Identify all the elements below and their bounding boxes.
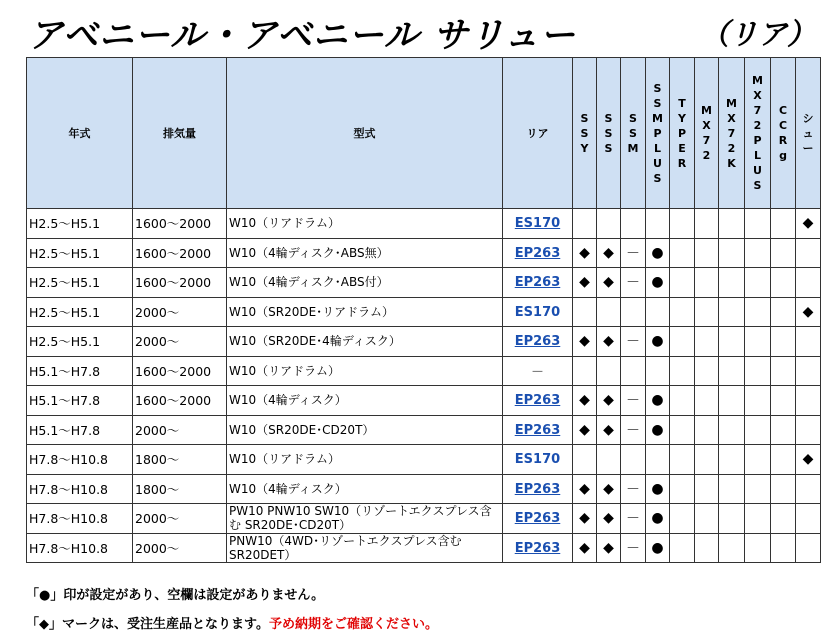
table-row [27, 327, 821, 357]
grade-mark-cell [719, 445, 745, 475]
grade-mark-cell: － [621, 327, 646, 357]
grade-mark-cell [646, 297, 670, 327]
col-header-grade: SSM PLUS [646, 58, 670, 209]
grade-mark-cell: ◆ [573, 327, 597, 357]
grade-mark-cell: － [621, 533, 646, 563]
table-row [27, 415, 821, 445]
grade-mark-cell: ◆ [597, 533, 621, 563]
year-cell: H2.5～H5.1 [27, 238, 133, 268]
table-row [27, 386, 821, 416]
grade-mark-cell: ● [646, 327, 670, 357]
col-header-grade: シュー [796, 58, 821, 209]
displacement-cell: 2000～ [133, 533, 227, 563]
part-number-link[interactable]: ES170 [514, 216, 561, 232]
displacement-cell: 1600～2000 [133, 209, 227, 239]
grade-mark-cell: － [621, 386, 646, 416]
grade-mark-cell [796, 474, 821, 504]
grade-mark-cell [719, 504, 745, 534]
col-header-model: 型式 [227, 58, 503, 209]
grade-mark-cell [573, 209, 597, 239]
grade-mark-cell [796, 268, 821, 298]
col-header-grade: MX72PLUS [745, 58, 771, 209]
model-cell: W10（リアドラム） [227, 356, 503, 386]
table-row [27, 504, 821, 534]
grade-mark-cell [796, 504, 821, 534]
grade-mark-cell [573, 356, 597, 386]
grade-mark-cell [796, 415, 821, 445]
displacement-cell: 1800～ [133, 474, 227, 504]
grade-mark-cell: ◆ [573, 504, 597, 534]
rear-part-cell [503, 297, 573, 327]
grade-mark-cell [719, 238, 745, 268]
grade-mark-cell: ● [646, 533, 670, 563]
grade-mark-cell: － [621, 268, 646, 298]
table-header-row [27, 58, 821, 209]
grade-mark-cell [695, 504, 719, 534]
part-number-link[interactable]: EP263 [514, 275, 561, 291]
legend-note-diamond-text: 「◆」マークは、受注生産品となります。 [26, 617, 269, 632]
grade-mark-cell [646, 209, 670, 239]
rear-part-cell[interactable] [503, 386, 573, 416]
grade-mark-cell [771, 356, 796, 386]
grade-mark-cell [621, 297, 646, 327]
displacement-cell: 1600～2000 [133, 386, 227, 416]
grade-mark-cell: － [621, 504, 646, 534]
legend-note-circle: 「●」印が設定があり、空欄は設定がありません。 [26, 588, 325, 603]
grade-mark-cell [796, 356, 821, 386]
model-cell: W10（SR20DE･4輪ディスク） [227, 327, 503, 357]
part-number-link[interactable]: EP263 [514, 393, 561, 409]
grade-mark-cell [670, 268, 695, 298]
grade-mark-cell: ◆ [597, 504, 621, 534]
grade-mark-cell [670, 474, 695, 504]
grade-mark-cell [597, 209, 621, 239]
part-number-text: ES170 [514, 452, 561, 468]
grade-mark-cell: ◆ [796, 445, 821, 475]
grade-mark-cell [646, 356, 670, 386]
grade-mark-cell [745, 474, 771, 504]
table-row [27, 533, 821, 563]
displacement-cell: 2000～ [133, 297, 227, 327]
rear-part-cell[interactable] [503, 238, 573, 268]
year-cell: H2.5～H5.1 [27, 327, 133, 357]
year-cell: H7.8～H10.8 [27, 533, 133, 563]
grade-mark-cell [670, 297, 695, 327]
part-number-link[interactable]: EP263 [514, 511, 561, 527]
grade-mark-cell [745, 504, 771, 534]
grade-mark-cell [771, 445, 796, 475]
rear-part-cell[interactable] [503, 533, 573, 563]
grade-mark-cell [745, 356, 771, 386]
page-subtitle: （リア） [700, 17, 817, 51]
year-cell: H2.5～H5.1 [27, 268, 133, 298]
grade-mark-cell: ● [646, 268, 670, 298]
grade-mark-cell: ◆ [573, 268, 597, 298]
grade-mark-cell [670, 415, 695, 445]
grade-mark-cell: ● [646, 504, 670, 534]
col-header-grade: SSM [621, 58, 646, 209]
grade-mark-cell: ● [646, 474, 670, 504]
grade-mark-cell: ◆ [573, 474, 597, 504]
compatibility-table [26, 57, 821, 563]
col-header-grade: SSS [597, 58, 621, 209]
grade-mark-cell [670, 327, 695, 357]
model-cell: W10（リアドラム） [227, 445, 503, 475]
grade-mark-cell [670, 356, 695, 386]
grade-mark-cell: ◆ [573, 238, 597, 268]
model-cell: W10（4輪ディスク） [227, 474, 503, 504]
grade-mark-cell [771, 474, 796, 504]
legend-note-diamond [26, 613, 438, 632]
grade-mark-cell: － [621, 415, 646, 445]
year-cell: H7.8～H10.8 [27, 504, 133, 534]
part-number-text: － [530, 365, 544, 381]
grade-mark-cell [745, 268, 771, 298]
grade-mark-cell [745, 327, 771, 357]
year-cell: H5.1～H7.8 [27, 356, 133, 386]
grade-mark-cell: ● [646, 238, 670, 268]
grade-mark-cell [745, 415, 771, 445]
grade-mark-cell [771, 533, 796, 563]
grade-mark-cell [796, 533, 821, 563]
grade-mark-cell [695, 356, 719, 386]
table-row [27, 356, 821, 386]
grade-mark-cell [695, 386, 719, 416]
grade-mark-cell: ◆ [573, 415, 597, 445]
grade-mark-cell [695, 209, 719, 239]
table-row [27, 445, 821, 475]
grade-mark-cell [573, 297, 597, 327]
year-cell: H5.1～H7.8 [27, 386, 133, 416]
grade-mark-cell [597, 297, 621, 327]
grade-mark-cell [745, 386, 771, 416]
grade-mark-cell: ◆ [597, 268, 621, 298]
grade-mark-cell: ◆ [597, 474, 621, 504]
displacement-cell: 1800～ [133, 445, 227, 475]
grade-mark-cell [719, 297, 745, 327]
grade-mark-cell [621, 209, 646, 239]
rear-part-cell [503, 445, 573, 475]
col-header-grade: MX72 [695, 58, 719, 209]
grade-mark-cell: － [621, 474, 646, 504]
model-cell: W10（4輪ディスク･ABS無） [227, 238, 503, 268]
grade-mark-cell [695, 415, 719, 445]
grade-mark-cell [745, 209, 771, 239]
model-cell: W10（SR20DE･CD20T） [227, 415, 503, 445]
grade-mark-cell [719, 533, 745, 563]
grade-mark-cell: ◆ [597, 238, 621, 268]
rear-part-cell[interactable] [503, 209, 573, 239]
year-cell: H5.1～H7.8 [27, 415, 133, 445]
grade-mark-cell: ● [646, 386, 670, 416]
grade-mark-cell [771, 297, 796, 327]
grade-mark-cell [719, 415, 745, 445]
grade-mark-cell [695, 327, 719, 357]
model-cell: W10（リアドラム） [227, 209, 503, 239]
grade-mark-cell [670, 386, 695, 416]
part-number-link[interactable]: EP263 [514, 540, 561, 556]
table-row [27, 209, 821, 239]
table-row [27, 474, 821, 504]
grade-mark-cell [670, 238, 695, 268]
col-header-grade: TYPE R [670, 58, 695, 209]
model-cell: PW10 PNW10 SW10（リゾートエクスプレス含む SR20DE･CD20T） [227, 504, 503, 534]
part-number-link[interactable]: EP263 [514, 422, 561, 438]
legend-note-warning: 予め納期をご確認ください。 [268, 617, 438, 632]
rear-part-cell[interactable] [503, 268, 573, 298]
grade-mark-cell [670, 533, 695, 563]
grade-mark-cell [597, 445, 621, 475]
grade-mark-cell: ◆ [597, 415, 621, 445]
table-row [27, 297, 821, 327]
displacement-cell: 1600～2000 [133, 268, 227, 298]
grade-mark-cell [695, 474, 719, 504]
grade-mark-cell [719, 474, 745, 504]
grade-mark-cell [771, 386, 796, 416]
grade-mark-cell [771, 268, 796, 298]
grade-mark-cell: ◆ [597, 327, 621, 357]
col-header-displacement: 排気量 [133, 58, 227, 209]
grade-mark-cell [695, 533, 719, 563]
grade-mark-cell: － [621, 238, 646, 268]
year-cell: H7.8～H10.8 [27, 445, 133, 475]
year-cell: H2.5～H5.1 [27, 209, 133, 239]
year-cell: H2.5～H5.1 [27, 297, 133, 327]
col-header-grade: SSY [573, 58, 597, 209]
displacement-cell: 1600～2000 [133, 238, 227, 268]
grade-mark-cell [771, 238, 796, 268]
grade-mark-cell [771, 415, 796, 445]
grade-mark-cell [597, 356, 621, 386]
grade-mark-cell [771, 504, 796, 534]
displacement-cell: 2000～ [133, 415, 227, 445]
grade-mark-cell [695, 238, 719, 268]
grade-mark-cell [670, 209, 695, 239]
grade-mark-cell [695, 268, 719, 298]
grade-mark-cell [745, 533, 771, 563]
grade-mark-cell: ◆ [573, 533, 597, 563]
part-number-link[interactable]: EP263 [514, 334, 561, 350]
rear-part-cell[interactable] [503, 327, 573, 357]
part-number-text: ES170 [514, 304, 561, 320]
grade-mark-cell [646, 445, 670, 475]
grade-mark-cell [745, 445, 771, 475]
rear-part-cell[interactable] [503, 415, 573, 445]
grade-mark-cell [796, 238, 821, 268]
col-header-grade: CCRg [771, 58, 796, 209]
grade-mark-cell [670, 445, 695, 475]
grade-mark-cell: ● [646, 415, 670, 445]
grade-mark-cell: ◆ [796, 209, 821, 239]
grade-mark-cell [796, 386, 821, 416]
table-row [27, 268, 821, 298]
model-cell: W10（4輪ディスク･ABS付） [227, 268, 503, 298]
table-row [27, 238, 821, 268]
grade-mark-cell [621, 356, 646, 386]
grade-mark-cell: ◆ [597, 386, 621, 416]
grade-mark-cell [695, 297, 719, 327]
model-cell: PNW10（4WD･リゾートエクスプレス含む SR20DET） [227, 533, 503, 563]
grade-mark-cell [719, 356, 745, 386]
col-header-year: 年式 [27, 58, 133, 209]
rear-part-cell[interactable] [503, 504, 573, 534]
rear-part-cell [503, 356, 573, 386]
grade-mark-cell [745, 238, 771, 268]
rear-part-cell[interactable] [503, 474, 573, 504]
grade-mark-cell [771, 209, 796, 239]
grade-mark-cell [719, 386, 745, 416]
grade-mark-cell [745, 297, 771, 327]
grade-mark-cell [695, 445, 719, 475]
grade-mark-cell: ◆ [796, 297, 821, 327]
grade-mark-cell [621, 445, 646, 475]
grade-mark-cell [796, 327, 821, 357]
page-title: アベニール・アベニール サリュー [28, 16, 576, 56]
displacement-cell: 2000～ [133, 327, 227, 357]
model-cell: W10（4輪ディスク） [227, 386, 503, 416]
col-header-rear: リア [503, 58, 573, 209]
grade-mark-cell [573, 445, 597, 475]
col-header-grade: MX72K [719, 58, 745, 209]
grade-mark-cell [719, 327, 745, 357]
displacement-cell: 1600～2000 [133, 356, 227, 386]
grade-mark-cell [719, 268, 745, 298]
grade-mark-cell [771, 327, 796, 357]
model-cell: W10（SR20DE･リアドラム） [227, 297, 503, 327]
year-cell: H7.8～H10.8 [27, 474, 133, 504]
part-number-link[interactable]: EP263 [514, 245, 561, 261]
grade-mark-cell [670, 504, 695, 534]
displacement-cell: 2000～ [133, 504, 227, 534]
part-number-link[interactable]: EP263 [514, 481, 561, 497]
grade-mark-cell: ◆ [573, 386, 597, 416]
grade-mark-cell [719, 209, 745, 239]
